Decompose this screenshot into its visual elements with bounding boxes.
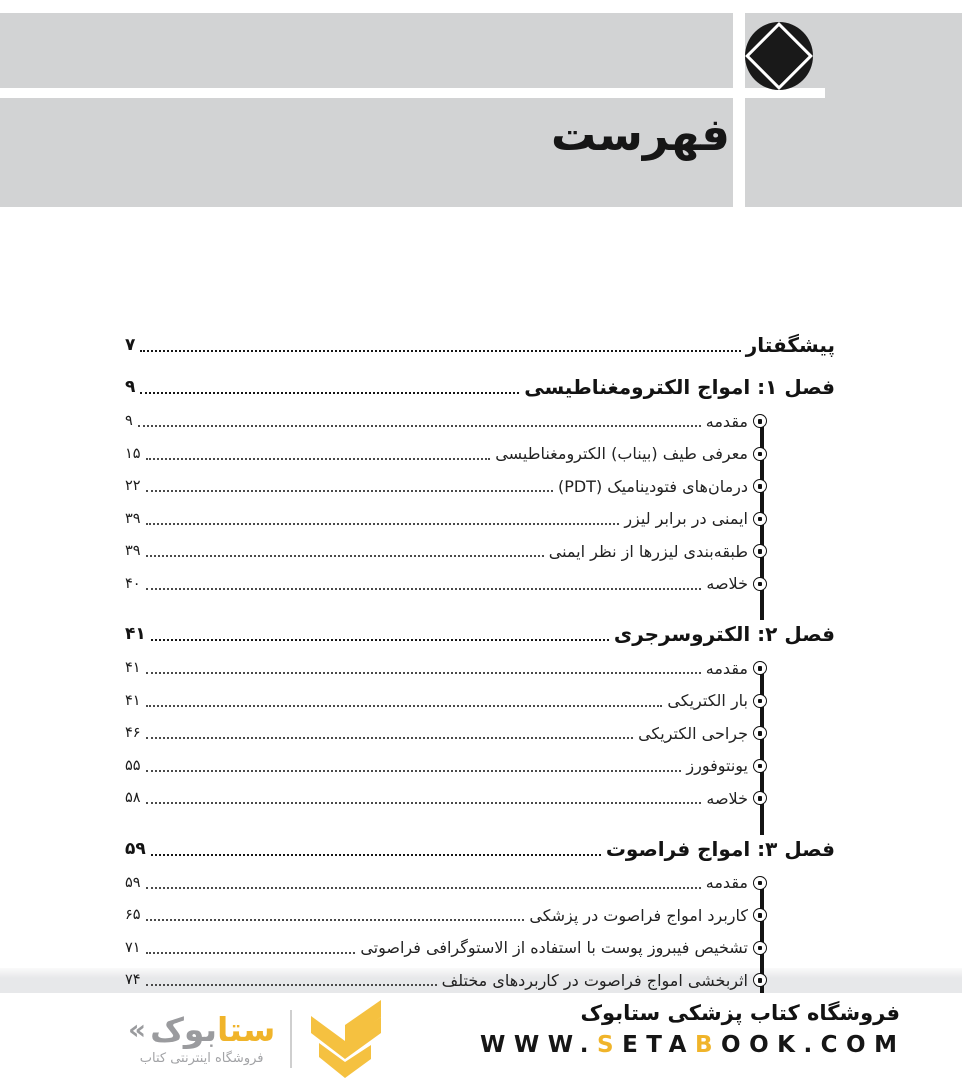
toc-item-row bbox=[125, 899, 767, 932]
item-label: کاربرد امواج فراصوت در پزشکی bbox=[529, 905, 748, 925]
preface-page-number: ۷ bbox=[125, 335, 136, 355]
item-label: خلاصه bbox=[706, 574, 748, 594]
chapter-page-number: ۵۹ bbox=[125, 838, 146, 859]
chapter-items bbox=[125, 867, 767, 997]
item-bullet-icon bbox=[753, 661, 767, 675]
toc-chapters bbox=[125, 373, 835, 997]
item-page-number: ۵۵ bbox=[125, 757, 141, 774]
item-label: تشخیص فیبروز پوست با استفاده از الاستوگرافی فراصوتی bbox=[360, 938, 748, 958]
dot-leader bbox=[146, 919, 525, 921]
guillemet-icon: « bbox=[128, 1012, 147, 1046]
chapter-title: فصل ۱: امواج الکترومغناطیسی bbox=[524, 375, 835, 399]
item-label: ایمنی در برابر لیزر bbox=[624, 509, 748, 529]
footer bbox=[0, 993, 962, 1080]
item-bullet-icon bbox=[753, 447, 767, 461]
chapter-items bbox=[125, 652, 767, 815]
item-bullet-icon bbox=[753, 759, 767, 773]
chapter-page-number: ۹ bbox=[125, 377, 136, 397]
page-title: فهرست bbox=[550, 108, 730, 161]
item-label: مقدمه bbox=[705, 411, 748, 431]
item-label: درمان‌های فتودینامیک (PDT) bbox=[557, 476, 748, 496]
header-band-right-mid bbox=[825, 88, 962, 98]
item-bullet-icon bbox=[753, 791, 767, 805]
item-page-number: ۷۱ bbox=[125, 939, 141, 956]
item-bullet-icon bbox=[753, 941, 767, 955]
item-page-number: ۶۵ bbox=[125, 907, 141, 924]
setabook-wordmark bbox=[150, 1009, 276, 1049]
item-page-number: ۵۹ bbox=[125, 874, 141, 891]
dot-leader bbox=[146, 887, 701, 889]
diamond-shape bbox=[745, 22, 813, 90]
item-page-number: ۲۲ bbox=[125, 478, 141, 495]
wordmark-yellow: ستا bbox=[216, 1009, 276, 1049]
dot-leader bbox=[151, 854, 601, 856]
dot-leader bbox=[140, 392, 519, 394]
chapter-group bbox=[125, 373, 835, 600]
chapter-items bbox=[125, 405, 767, 600]
item-page-number: ۴۱ bbox=[125, 660, 141, 677]
toc-item-row bbox=[125, 438, 767, 471]
chapter-heading-row bbox=[125, 373, 835, 401]
chapter-group bbox=[125, 835, 835, 997]
toc-item-row bbox=[125, 932, 767, 965]
setabook-logo bbox=[128, 999, 385, 1079]
toc-item-row bbox=[125, 685, 767, 718]
toc-item-row bbox=[125, 717, 767, 750]
item-label: یونتوفورز bbox=[686, 756, 748, 776]
toc-item-row bbox=[125, 535, 767, 568]
item-page-number: ۹ bbox=[125, 413, 133, 430]
chapter-heading-row bbox=[125, 620, 835, 648]
item-page-number: ۷۴ bbox=[125, 972, 141, 989]
chapter-title: فصل ۳: امواج فراصوت bbox=[605, 836, 835, 861]
item-bullet-icon bbox=[753, 908, 767, 922]
item-page-number: ۴۱ bbox=[125, 692, 141, 709]
setabook-chevron-emblem-icon bbox=[307, 999, 385, 1079]
dot-leader bbox=[146, 458, 491, 460]
footer-store-block bbox=[480, 1001, 906, 1058]
table-of-contents bbox=[125, 331, 835, 997]
dot-leader bbox=[151, 639, 609, 641]
toc-item-row bbox=[125, 652, 767, 685]
item-label: بار الکتریکی bbox=[667, 691, 748, 711]
item-label: اثربخشی امواج فراصوت در کاربردهای مختلف bbox=[441, 970, 748, 990]
toc-item-row bbox=[125, 568, 767, 601]
item-bullet-icon bbox=[753, 414, 767, 428]
item-label: مقدمه bbox=[705, 658, 748, 678]
item-bullet-icon bbox=[753, 512, 767, 526]
setabook-wordmark-block bbox=[128, 1009, 276, 1067]
item-label: خلاصه bbox=[706, 788, 748, 808]
item-page-number: ۴۰ bbox=[125, 575, 141, 592]
item-bullet-icon bbox=[753, 544, 767, 558]
header-band-top bbox=[0, 13, 733, 88]
chapter-page-number: ۴۱ bbox=[125, 624, 146, 644]
publisher-diamond-logo-icon bbox=[745, 22, 813, 90]
item-bullet-icon bbox=[753, 694, 767, 708]
preface-label: پیشگفتار bbox=[745, 333, 835, 357]
website-url bbox=[480, 1032, 906, 1058]
header-band-right-bottom bbox=[745, 98, 962, 207]
dot-leader bbox=[146, 802, 702, 804]
dot-leader bbox=[146, 490, 553, 492]
item-page-number: ۳۹ bbox=[125, 543, 141, 560]
item-bullet-icon bbox=[753, 577, 767, 591]
dot-leader bbox=[146, 737, 634, 739]
chapter-title: فصل ۲: الکتروسرجری bbox=[613, 622, 835, 646]
item-page-number: ۱۵ bbox=[125, 445, 141, 462]
url-part: ETA bbox=[622, 1032, 695, 1058]
dot-leader bbox=[146, 672, 701, 674]
item-label: جراحی الکتریکی bbox=[638, 723, 748, 743]
url-part: OOK.COM bbox=[721, 1032, 906, 1058]
toc-item-row bbox=[125, 782, 767, 815]
wordmark-gray: بوک bbox=[150, 1009, 217, 1049]
dot-leader bbox=[140, 350, 740, 352]
dot-leader bbox=[138, 425, 701, 427]
toc-preface-row bbox=[125, 331, 835, 359]
chapter-heading-row bbox=[125, 835, 835, 863]
item-label: طبقه‌بندی لیزرها از نظر ایمنی bbox=[548, 541, 748, 561]
dot-leader bbox=[146, 523, 620, 525]
chapter-group bbox=[125, 620, 835, 815]
item-bullet-icon bbox=[753, 726, 767, 740]
store-name: فروشگاه کتاب پزشکی ستابوک bbox=[580, 1001, 900, 1025]
dot-leader bbox=[146, 770, 682, 772]
dot-leader bbox=[146, 588, 702, 590]
toc-item-row bbox=[125, 405, 767, 438]
item-label: معرفی طیف (بیناب) الکترومغناطیسی bbox=[495, 444, 748, 464]
url-part-accent: B bbox=[694, 1032, 722, 1058]
item-bullet-icon bbox=[753, 973, 767, 987]
logo-tagline: فروشگاه اینترنتی کتاب bbox=[139, 1051, 264, 1067]
dot-leader bbox=[146, 555, 544, 557]
footer-divider bbox=[290, 1010, 292, 1068]
toc-item-row bbox=[125, 867, 767, 900]
toc-item-row bbox=[125, 470, 767, 503]
toc-item-row bbox=[125, 750, 767, 783]
item-bullet-icon bbox=[753, 876, 767, 890]
url-part: WWW. bbox=[480, 1032, 597, 1058]
item-page-number: ۳۹ bbox=[125, 510, 141, 527]
item-page-number: ۵۸ bbox=[125, 790, 141, 807]
toc-item-row bbox=[125, 964, 767, 997]
item-label: مقدمه bbox=[705, 873, 748, 893]
toc-item-row bbox=[125, 503, 767, 536]
item-bullet-icon bbox=[753, 479, 767, 493]
item-page-number: ۴۶ bbox=[125, 725, 141, 742]
dot-leader bbox=[146, 984, 437, 986]
url-part-accent: S bbox=[596, 1032, 623, 1058]
dot-leader bbox=[146, 705, 663, 707]
dot-leader bbox=[146, 952, 356, 954]
